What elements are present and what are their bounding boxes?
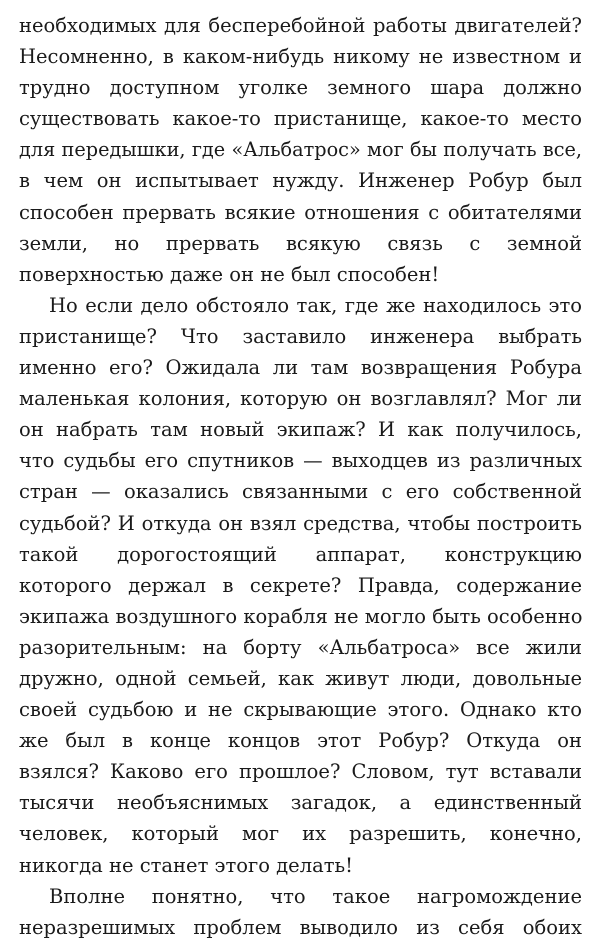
text-line: именно его? Ожидала ли там возвращения Робура: [19, 356, 582, 380]
text-line: поверхностью даже он не был способен!: [19, 262, 440, 286]
text-line: тысячи необъяснимых загадок, а единственный: [19, 791, 582, 815]
text-line: Но если дело обстояло так, где же находилось это: [49, 293, 582, 317]
text-line: неразрешимых проблем выводило из себя обоих: [19, 915, 582, 939]
text-line: для передышки, где «Альбатрос» мог бы получать все,: [19, 138, 582, 162]
text-line: стран — оказались связанными с его собственной: [19, 480, 582, 504]
text-line: же был в конце концов этот Робур? Откуда он: [19, 729, 582, 753]
text-line: дружно, одной семьей, как живут люди, довольные: [19, 666, 582, 690]
text-line: что судьбы его спутников — выходцев из различных: [19, 449, 582, 473]
text-line: способен прервать всякие отношения с обитателями: [19, 200, 582, 224]
text-line: Несомненно, в каком-нибудь никому не известном и: [19, 45, 582, 69]
text-line: своей судьбою и не скрывающие этого. Однако кто: [19, 698, 582, 722]
text-line: Вполне понятно, что такое нагромождение: [49, 884, 582, 908]
text-line: человек, который мог их разрешить, конечно,: [19, 822, 582, 846]
paragraph-2: [19, 290, 582, 881]
text-line: никогда не станет этого делать!: [19, 853, 353, 877]
text-line: которого держал в секрете? Правда, содержание: [19, 573, 582, 597]
text-line: он набрать там новый экипаж? И как получилось,: [19, 418, 582, 442]
text-line: существовать какое-то пристанище, какое-то место: [19, 107, 582, 131]
text-line: такой дорогостоящий аппарат, конструкцию: [19, 542, 582, 566]
text-line: взялся? Каково его прошлое? Словом, тут вставали: [19, 760, 582, 784]
text-line: маленькая колония, которую он возглавлял? Мог ли: [19, 387, 582, 411]
paragraph-1: [19, 10, 582, 290]
text-line: экипажа воздушного корабля не могло быть особенно: [19, 604, 583, 628]
text-line: судьбой? И откуда он взял средства, чтобы построить: [19, 511, 582, 535]
text-line: разорительным: на борту «Альбатроса» все жили: [19, 635, 582, 659]
text-line: необходимых для бесперебойной работы двигателей?: [19, 14, 582, 37]
text-line: земли, но прервать всякую связь с земной: [19, 231, 582, 255]
paragraph-3: [19, 881, 582, 943]
text-line: трудно доступном уголке земного шара должно: [19, 76, 582, 100]
text-line: пристанище? Что заставило инженера выбрать: [19, 324, 582, 348]
text-line: в чем он испытывает нужду. Инженер Робур был: [19, 169, 582, 193]
